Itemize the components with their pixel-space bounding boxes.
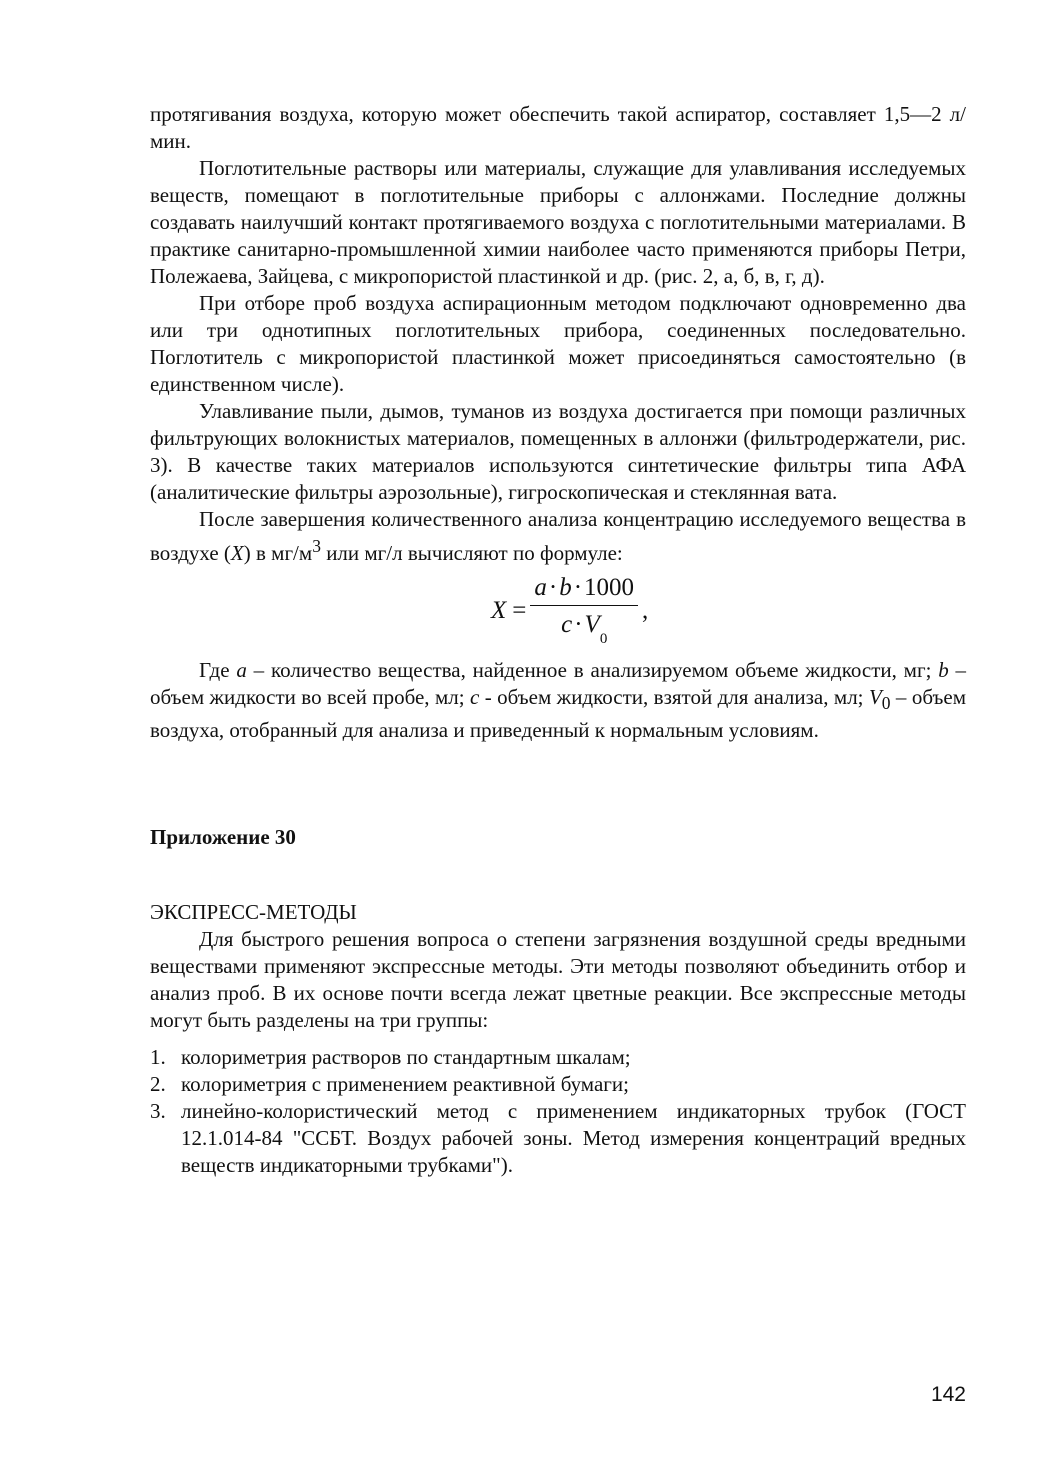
list-item bbox=[150, 1098, 966, 1179]
list-item-number: 2. bbox=[150, 1072, 166, 1097]
formula-den-v-subscript: 0 bbox=[599, 631, 608, 647]
legend-var-b: b bbox=[938, 658, 949, 682]
legend-var-a: a bbox=[236, 658, 247, 682]
legend-var-v-subscript: 0 bbox=[881, 693, 891, 714]
unit-superscript: 3 bbox=[312, 536, 321, 556]
document-page bbox=[150, 101, 966, 1179]
list-item-number: 3. bbox=[150, 1099, 166, 1124]
legend-text-5: – объем воздуха, отобранный для анализа и приведенный к нормальным условиям. bbox=[150, 685, 966, 743]
legend-var-c: c bbox=[469, 685, 480, 709]
formula-denominator bbox=[561, 606, 607, 649]
list-item-text: колориметрия растворов по стандартным шкалам; bbox=[181, 1045, 631, 1070]
paragraph-formula-legend bbox=[150, 657, 966, 744]
formula-num-const: 1000 bbox=[584, 574, 635, 601]
section-title: ЭКСПРЕСС-МЕТОДЫ bbox=[150, 900, 357, 925]
formula-dot-1: · bbox=[548, 574, 558, 601]
paragraph-absorbing-devices: Поглотительные растворы или материалы, служащие для улавливания исследуемых веществ, помещают в поглотительные приборы с аллонжами. Последние должны создавать наилучший контакт протягиваемого воздуха с поглотительными материалами. В практике санитарно-промышленной химии наиболее часто применяются приборы Петри, Полежаева, Зайцева, с микропористой пластинкой и др. (рис. 2, а, б, в, г, д). bbox=[150, 156, 966, 288]
formula-dot-3: · bbox=[574, 611, 583, 638]
intro-text-start: После завершения количественного анализа концентрацию исследуемого вещества в воздухе ( bbox=[150, 507, 966, 565]
express-methods-list bbox=[150, 1044, 966, 1179]
concentration-formula bbox=[491, 573, 966, 649]
intro-text-mid: ) в мг/м bbox=[243, 541, 313, 565]
formula-fraction bbox=[530, 573, 638, 649]
page-number: 142 bbox=[930, 1383, 966, 1406]
intro-text-end: или мг/л вычисляют по формуле: bbox=[320, 541, 623, 565]
formula-numerator bbox=[530, 573, 638, 606]
list-item bbox=[150, 1071, 966, 1098]
formula-lhs: X bbox=[491, 597, 507, 624]
list-item-text: линейно-колористический метод с применением индикаторных трубок (ГОСТ 12.1.014-84 "ССБТ. Воздух рабочей зоны. Метод измерения концентраций вредных веществ индикаторными трубками"). bbox=[181, 1099, 966, 1178]
formula-den-c: c bbox=[561, 611, 573, 638]
paragraph-sampling-method: При отборе проб воздуха аспирационным методом подключают одновременно два или три однотипных поглотительных прибора, соединенных последовательно. Поглотитель с микропористой пластинкой может присоединяться самостоятельно (в единственном числе). bbox=[150, 291, 966, 396]
variable-x: X bbox=[230, 541, 244, 565]
formula-den-v: V bbox=[584, 611, 600, 638]
paragraph-express-methods-intro: Для быстрого решения вопроса о степени загрязнения воздушной среды вредными веществами применяют экспрессные методы. Эти методы позволяют объединить отбор и анализ проб. В их основе почти всегда лежат цветные реакции. Все экспрессные методы могут быть разделены на три группы: bbox=[150, 927, 966, 1033]
legend-text-1: Где bbox=[199, 658, 237, 682]
legend-text-3: – объем жидкости во всей пробе, мл; bbox=[150, 658, 967, 709]
formula-num-a: a bbox=[534, 574, 547, 601]
paragraph-aspirator-rate: протягивания воздуха, которую может обеспечить такой аспиратор, составляет 1,5—2 л/мин. bbox=[150, 102, 966, 153]
legend-text-2: – количество вещества, найденное в анализируемом объеме жидкости, мг; bbox=[246, 658, 939, 682]
legend-text-4: - объем жидкости, взятой для анализа, мл; bbox=[479, 685, 869, 709]
formula-dot-2: · bbox=[573, 574, 583, 601]
list-item-number: 1. bbox=[150, 1045, 166, 1070]
list-item-text: колориметрия с применением реактивной бумаги; bbox=[181, 1072, 629, 1097]
paragraph-dust-filters: Улавливание пыли, дымов, туманов из воздуха достигается при помощи различных фильтрующих волокнистых материалов, помещенных в аллонжи (фильтродержатели, рис. 3). В качестве таких материалов используются синтетические фильтры типа АФА (аналитические фильтры аэрозольные), гигроскопическая и стеклянная вата. bbox=[150, 399, 966, 504]
legend-var-v: V bbox=[868, 685, 882, 709]
paragraph-concentration-formula-intro bbox=[150, 506, 966, 567]
list-item bbox=[150, 1044, 966, 1071]
appendix-heading: Приложение 30 bbox=[150, 825, 296, 850]
formula-num-b: b bbox=[559, 574, 572, 601]
formula-equals: = bbox=[512, 597, 527, 624]
formula-trailing-comma: , bbox=[642, 597, 649, 624]
